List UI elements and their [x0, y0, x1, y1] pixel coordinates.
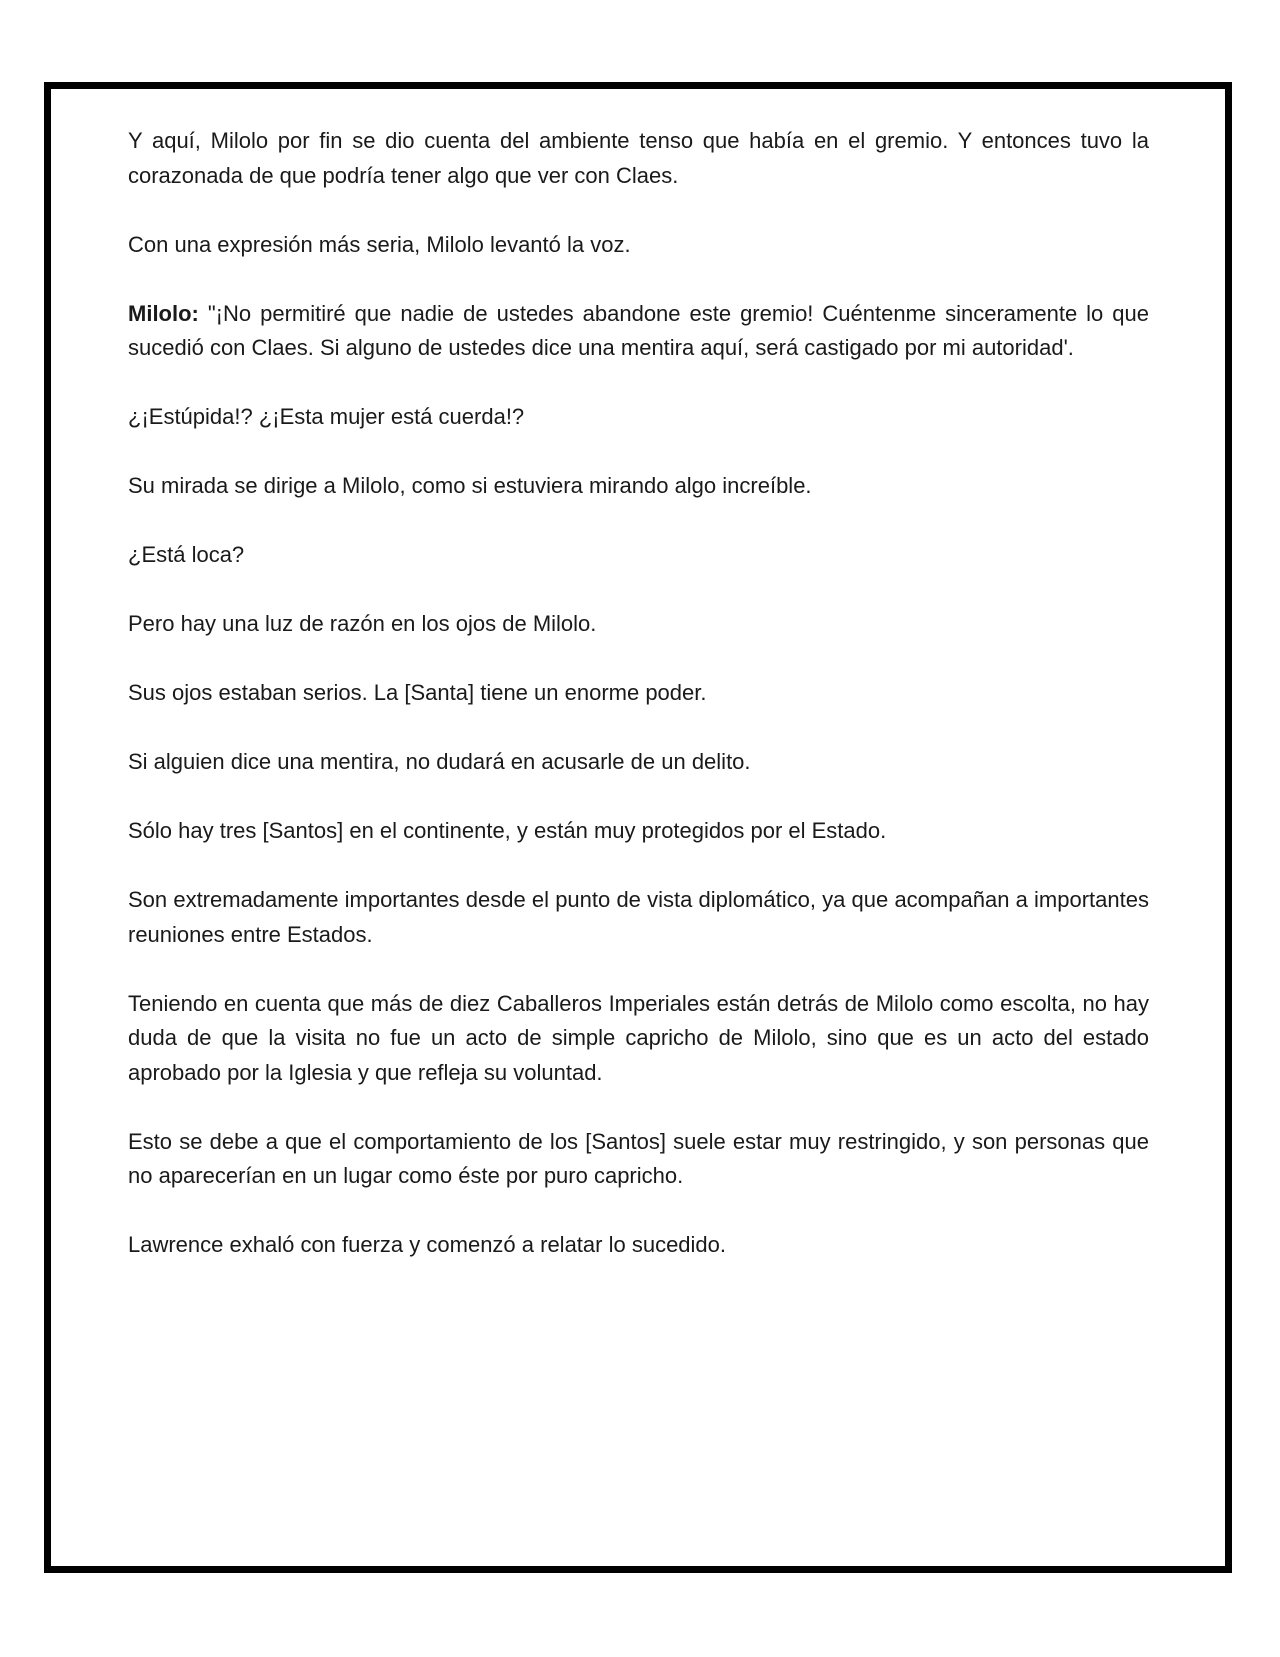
paragraph-5: ¿Está loca?: [128, 542, 245, 567]
paragraph-2: Con una expresión más seria, Milolo levantó la voz.: [128, 231, 631, 257]
paragraph-11: Teniendo en cuenta que más de diez Caballeros Imperiales están detrás de Milolo como escolta, no hay duda de que la visita no fue un acto de simple capricho de Milolo, sino que es un acto del estado aprobado por la Iglesia y que refleja su voluntad.: [128, 990, 1149, 1085]
dialogue-text: "¡No permitiré que nadie de ustedes abandone este gremio! Cuéntenme sinceramente lo que sucedió con Claes. Si alguno de ustedes dice una mentira aquí, será castigado por mi autoridad'.: [128, 300, 1149, 360]
paragraph-9: Sólo hay tres [Santos] en el continente, y están muy protegidos por el Estado.: [128, 818, 887, 843]
document-body: [128, 124, 1149, 1297]
paragraph-12: Esto se debe a que el comportamiento de los [Santos] suele estar muy restringido, y son personas que no aparecerían en un lugar como éste por puro capricho.: [128, 1128, 1149, 1188]
paragraph-8: Si alguien dice una mentira, no dudará en acusarle de un delito.: [128, 749, 751, 774]
dialogue-paragraph: [128, 297, 1149, 366]
paragraph-10: Son extremadamente importantes desde el punto de vista diplomático, ya que acompañan a importantes reuniones entre Estados.: [128, 887, 1149, 947]
paragraph-4: Su mirada se dirige a Milolo, como si estuviera mirando algo increíble.: [128, 473, 812, 498]
paragraph-1: Y aquí, Milolo por fin se dio cuenta del ambiente tenso que había en el gremio. Y entonces tuvo la corazonada de que podría tener algo que ver con Claes.: [128, 128, 1149, 188]
paragraph-13: Lawrence exhaló con fuerza y comenzó a relatar lo sucedido.: [128, 1232, 727, 1257]
speaker-name: Milolo:: [128, 300, 199, 326]
paragraph-3: ¿¡Estúpida!? ¿¡Esta mujer está cuerda!?: [128, 404, 525, 429]
paragraph-7: Sus ojos estaban serios. La [Santa] tiene un enorme poder.: [128, 680, 707, 705]
paragraph-6: Pero hay una luz de razón en los ojos de Milolo.: [128, 611, 597, 636]
